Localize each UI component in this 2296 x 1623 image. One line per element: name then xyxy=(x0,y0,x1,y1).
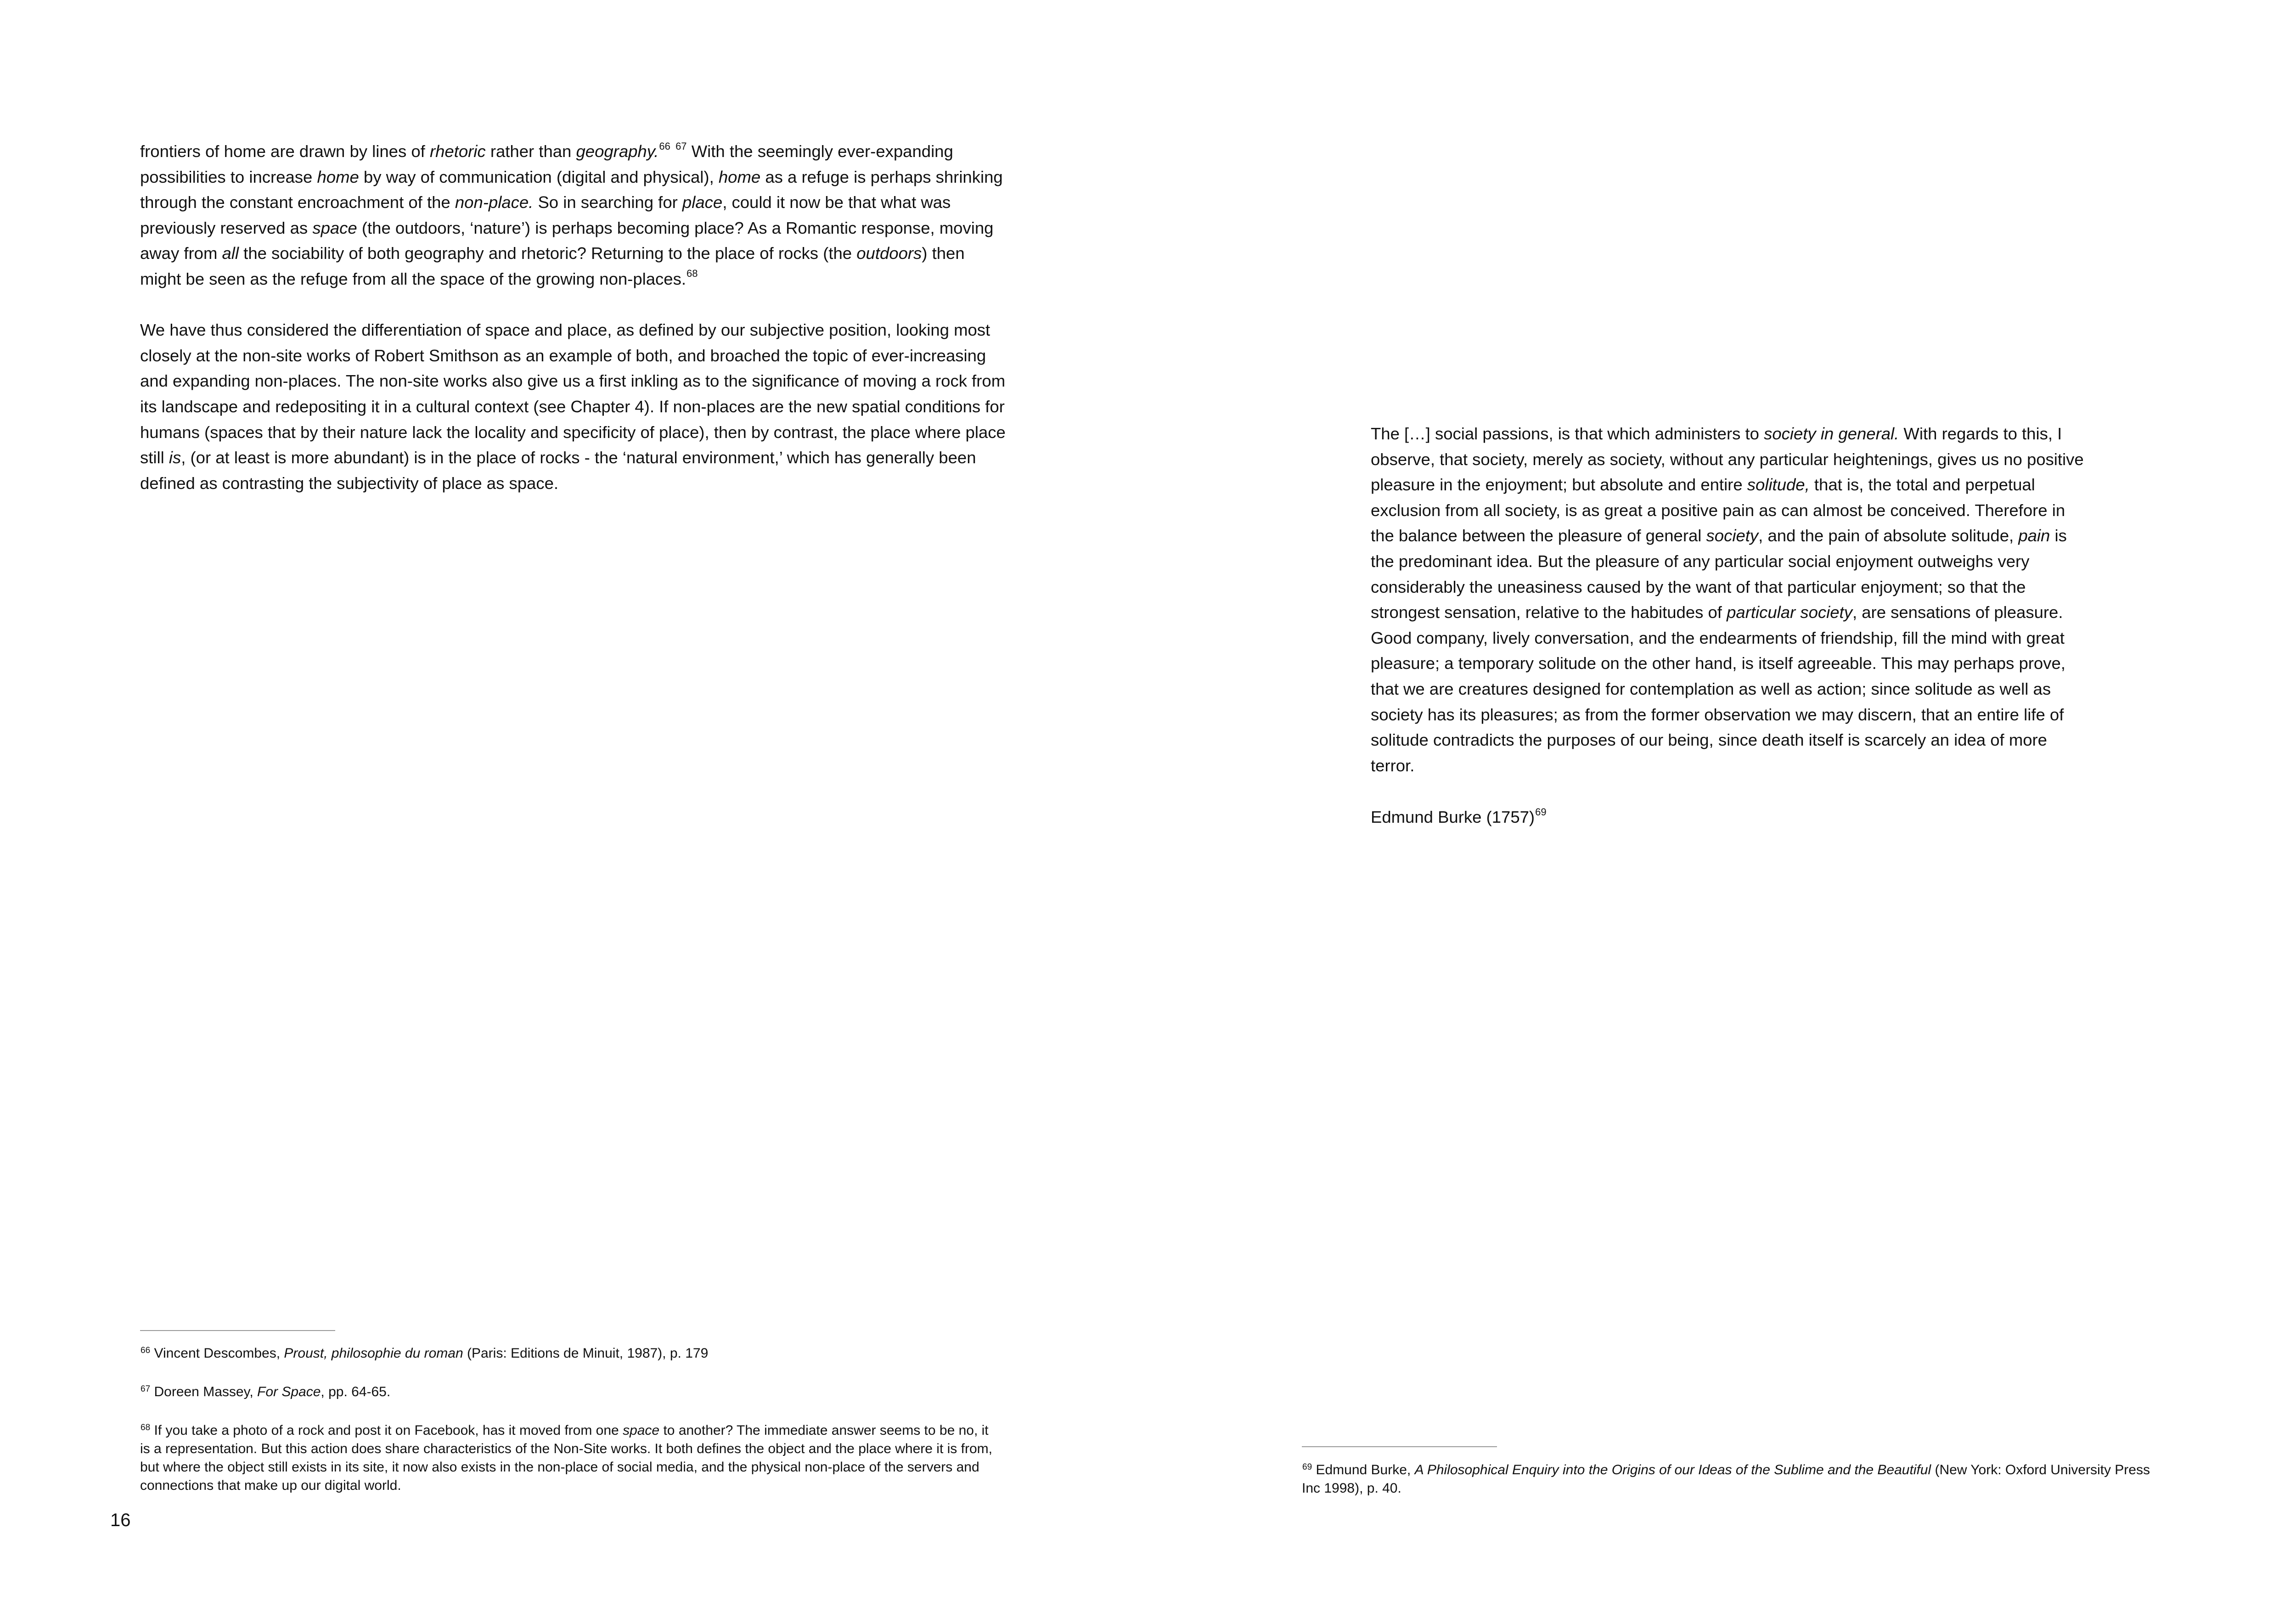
italic-run: particular society xyxy=(1727,603,1852,622)
right-footnotes xyxy=(1302,1461,2163,1518)
quote-paragraph xyxy=(1371,421,2087,778)
italic-run: society in general. xyxy=(1764,424,1899,443)
attribution-text: Edmund Burke (1757) xyxy=(1371,808,1535,826)
footnote-separator xyxy=(1302,1446,1497,1447)
italic-run: pain xyxy=(2018,526,2050,545)
right-page xyxy=(1148,0,2296,1623)
footnote-ref-68[interactable]: 68 xyxy=(686,268,698,280)
text-run: that is, the total and perpetual exclusion from all society, is as great a positive pain as can almost be conceived. Therefore in the balance between the pleasure of general xyxy=(1371,475,2065,545)
text-run: (the outdoors, ‘nature’) is perhaps becoming place? As a Romantic response, moving away from xyxy=(140,218,994,263)
text-run: We have thus considered the differentiation of space and place, as defined by our subjective position, looking most closely at the non-site works of Robert Smithson as an example of both, and broached the topic of ever-increasing and expanding non-places. The non-site works also give us a first inkling as to the significance of moving a rock from its landscape and redepositing it in a cultural context (see Chapter 4). If non-places are the new spatial conditions for humans (spaces that by their nature lack the locality and specificity of place), then by contrast, the place where place still xyxy=(140,320,1006,467)
text-run: With regards to this, I observe, that society, merely as society, without any particular heightenings, gives us no positive pleasure in the enjoyment; but absolute and entire xyxy=(1371,424,2084,494)
burke-quote xyxy=(1371,421,2087,778)
text-run: by way of communication (digital and physical), xyxy=(359,167,719,186)
text-run: (Paris: Editions de Minuit, 1987), p. 179 xyxy=(463,1346,709,1361)
footnote-69 xyxy=(1302,1461,2163,1498)
footnote-ref-67[interactable]: 67 xyxy=(675,140,687,152)
footnote-68 xyxy=(140,1421,994,1495)
footnote-separator xyxy=(140,1330,335,1331)
paragraph-1 xyxy=(140,139,1008,292)
italic-run: is xyxy=(169,448,181,467)
italic-run: outdoors xyxy=(856,244,922,263)
text-run: , (or at least is more abundant) is in the place of rocks - the ‘natural environment,’ which has generally been defined as contrasting the subjectivity of place as space. xyxy=(140,448,976,493)
footnote-ref-66[interactable]: 66 xyxy=(659,140,670,152)
text-run: to another? The immediate answer seems to be no, it is a representation. But this action does share characteristics of the Non-Site works. It both defines the object and the place where it is from, but where the object still exists in its site, it now also exists in the non-place of social media, and the physical non-place of the servers and connections that make up our digital world. xyxy=(140,1423,992,1493)
footnote-number: 67 xyxy=(141,1384,151,1394)
footnote-67 xyxy=(140,1383,994,1401)
text-run: (New York: Oxford University Press Inc 1998), p. 40. xyxy=(1302,1462,2150,1496)
italic-run: space xyxy=(623,1423,660,1438)
text-run: Edmund Burke, xyxy=(1312,1462,1415,1477)
paragraph-2 xyxy=(140,317,1008,496)
footnote-66 xyxy=(140,1344,994,1363)
italic-run: For Space xyxy=(257,1384,321,1399)
text-run: With the seemingly ever-expanding possibilities to increase xyxy=(140,142,953,186)
footnote-ref-69[interactable]: 69 xyxy=(1535,806,1547,818)
italic-run: place xyxy=(682,193,723,212)
left-footnotes xyxy=(140,1344,994,1515)
text-run: frontiers of home are drawn by lines of xyxy=(140,142,430,161)
italic-run: non-place. xyxy=(455,193,534,212)
footnote-number: 66 xyxy=(141,1345,151,1355)
text-run: , pp. 64-65. xyxy=(321,1384,391,1399)
text-run: is the predominant idea. But the pleasure of any particular social enjoyment outweighs very considerably the uneasiness caused by the want of that particular enjoyment; so that the strongest sensation, relative to the habitudes of xyxy=(1371,526,2067,622)
text-run: rather than xyxy=(485,142,576,161)
footnote-number: 68 xyxy=(141,1422,151,1432)
text-run: , could it now be that what was previously reserved as xyxy=(140,193,951,237)
italic-run: space xyxy=(312,218,357,237)
text-run: Vincent Descombes, xyxy=(150,1346,284,1361)
left-body-text xyxy=(140,139,1008,496)
italic-run: rhetoric xyxy=(429,142,486,161)
italic-run: geography. xyxy=(576,142,659,161)
italic-run: society xyxy=(1706,526,1759,545)
text-run: , are sensations of pleasure. Good company, lively conversation, and the endearments of friendship, fill the mind with great pleasure; a temporary solitude on the other hand, is itself agreeable. This may perhaps prove, that we are creatures designed for contemplation as well as action; since solitude as well as society has its pleasures; as from the former observation we may discern, that an entire life of solitude contradicts the purposes of our being, since death itself is scarcely an idea of more terror. xyxy=(1371,603,2065,775)
page-number: 16 xyxy=(110,1510,131,1530)
italic-run: solitude, xyxy=(1747,475,1810,494)
text-run: as a refuge is perhaps shrinking through the constant encroachment of the xyxy=(140,167,1003,212)
italic-run: home xyxy=(317,167,359,186)
text-run: The […] social passions, is that which administers to xyxy=(1371,424,1764,443)
text-run: the sociability of both geography and rhetoric? Returning to the place of rocks (the xyxy=(239,244,857,263)
italic-run: A Philosophical Enquiry into the Origins of our Ideas of the Sublime and the Beautiful xyxy=(1414,1462,1931,1477)
text-run: , and the pain of absolute solitude, xyxy=(1758,526,2019,545)
italic-run: all xyxy=(222,244,239,263)
text-run: If you take a photo of a rock and post it on Facebook, has it moved from one xyxy=(150,1423,623,1438)
text-run: So in searching for xyxy=(533,193,682,212)
quote-attribution xyxy=(1371,804,1547,830)
text-run: ) then might be seen as the refuge from all the space of the growing non-places. xyxy=(140,244,965,288)
italic-run: home xyxy=(718,167,761,186)
paragraph-gap xyxy=(140,292,1008,318)
text-run: Doreen Massey, xyxy=(150,1384,258,1399)
footnote-number: 69 xyxy=(1302,1462,1312,1472)
italic-run: Proust, philosophie du roman xyxy=(284,1346,463,1361)
